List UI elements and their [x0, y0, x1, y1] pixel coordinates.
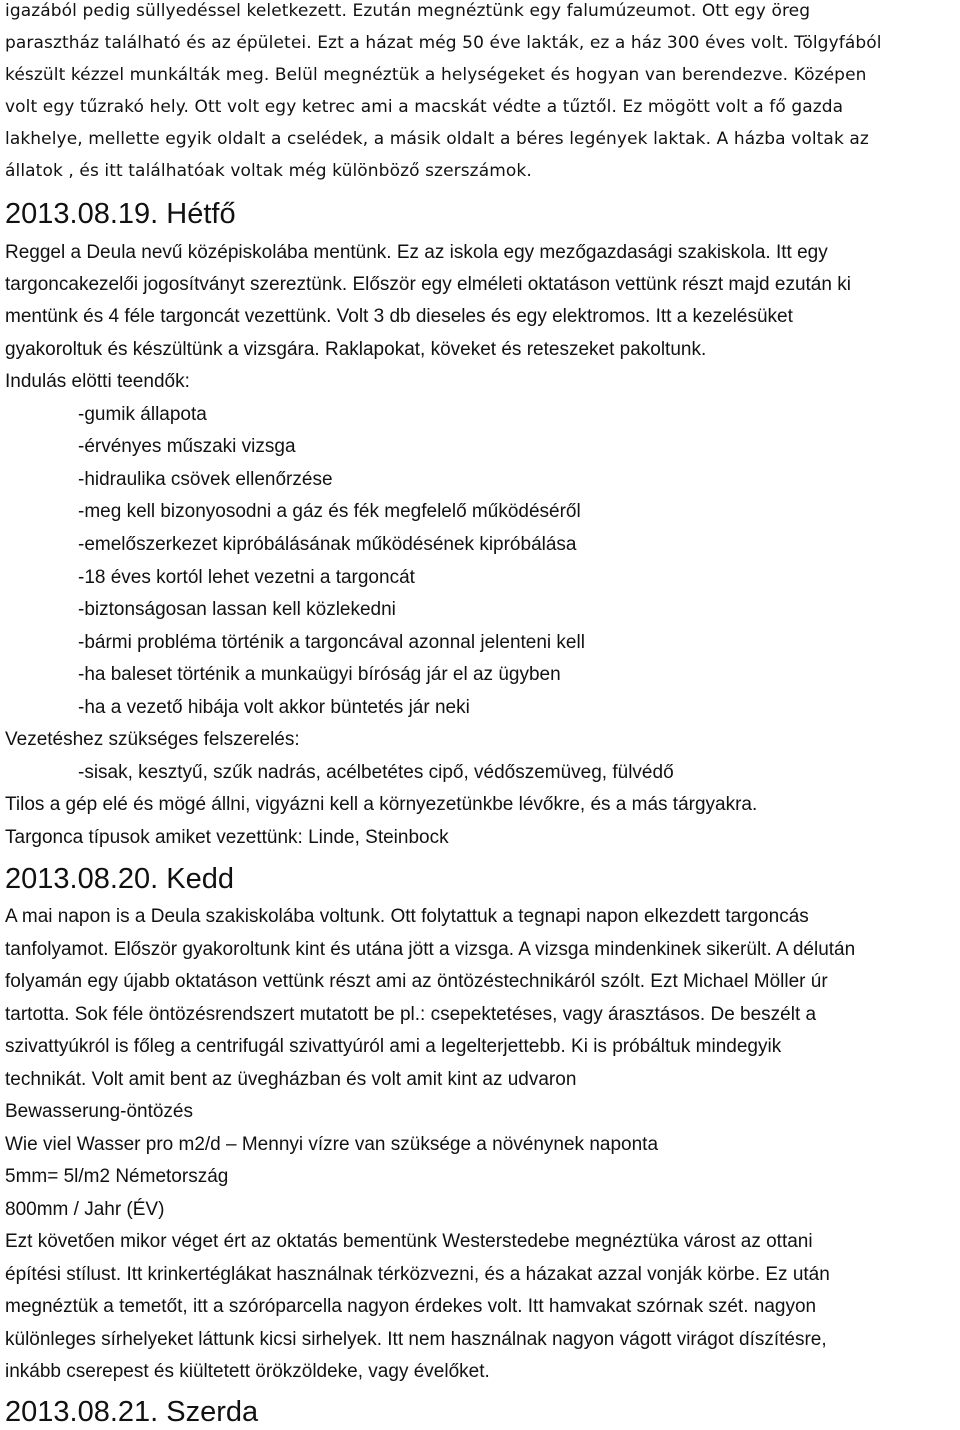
list-item: -ha a vezető hibája volt akkor büntetés jár neki: [78, 697, 470, 718]
list-item: -ha baleset történik a munkaügyi bíróság jár el az ügyben: [78, 664, 561, 685]
paragraph-line: megnéztük a temetőt, itt a szóróparcella nagyon érdekes volt. Itt hamvakat szórnak szét. nagyon: [5, 1296, 817, 1317]
section-label: Vezetéshez szükséges felszerelés:: [5, 729, 300, 750]
day-heading: 2013.08.19. Hétfő: [5, 198, 236, 230]
paragraph-line: 800mm / Jahr (ÉV): [5, 1199, 165, 1220]
intro-line: volt egy tűzrakó hely. Ott volt egy ketrec ami a macskát védte a tűztől. Ez mögött volt a fő gazda: [5, 97, 844, 117]
paragraph-line: inkább cserepest és kiültetett örökzöldeke, vagy évelőket.: [5, 1361, 490, 1382]
list-item: -emelőszerkezet kipróbálásának működésének kipróbálása: [78, 534, 577, 555]
list-item: -gumik állapota: [78, 404, 207, 425]
paragraph-line: különleges sírhelyeket láttunk kicsi sirhelyek. Itt nem használnak nagyon vágott virágot díszítésre,: [5, 1329, 827, 1350]
paragraph-line: szivattyúkról is főleg a centrifugál szivattyúról ami a legelterjettebb. Ki is próbáltuk mindegyik: [5, 1036, 782, 1057]
paragraph-line: Targonca típusok amiket vezettünk: Linde, Steinbock: [5, 827, 449, 848]
list-item: -hidraulika csövek ellenőrzése: [78, 469, 333, 490]
paragraph-line: A mai napon is a Deula szakiskolába voltunk. Ott folytattuk a tegnapi napon elkezdett targoncás: [5, 906, 809, 927]
paragraph-line: mentünk és 4 féle targoncát vezettünk. Volt 3 db dieseles és egy elektromos. Itt a kezelésüket: [5, 306, 793, 327]
intro-line: parasztház található és az épületei. Ezt a házat még 50 éve lakták, ez a ház 300 éves volt. Tölgyfából: [5, 33, 882, 53]
intro-line: készült kézzel munkálták meg. Belül megnéztük a helységeket és hogyan van berendezve. Középen: [5, 65, 867, 85]
paragraph-line: folyamán egy újabb oktatáson vettünk részt ami az öntözéstechnikáról szólt. Ezt Michael Möller úr: [5, 971, 828, 992]
list-item: -18 éves kortól lehet vezetni a targoncát: [78, 567, 415, 588]
list-item: -biztonságosan lassan kell közlekedni: [78, 599, 396, 620]
paragraph-line: Wie viel Wasser pro m2/d – Mennyi vízre van szüksége a növénynek naponta: [5, 1134, 659, 1155]
intro-line: igazából pedig süllyedéssel keletkezett. Ezután megnéztünk egy falumúzeumot. Ott egy öreg: [5, 1, 811, 21]
section-label: Indulás elötti teendők:: [5, 371, 190, 392]
list-item: -bármi probléma történik a targoncával azonnal jelenteni kell: [78, 632, 585, 653]
paragraph-line: tartotta. Sok féle öntözésrendszert mutatott be pl.: csepektetéses, vagy árasztásos. De beszélt a: [5, 1004, 817, 1025]
paragraph-line: technikát. Volt amit bent az üvegházban és volt amit kint az udvaron: [5, 1069, 577, 1090]
intro-line: lakhelye, mellette egyik oldalt a cselédek, a másik oldalt a béres legények laktak. A házba voltak az: [5, 129, 869, 149]
day-heading: 2013.08.20. Kedd: [5, 863, 234, 895]
paragraph-line: Tilos a gép elé és mögé állni, vigyázni kell a környezetünkbe lévőkre, és a más tárgyakra.: [5, 794, 758, 815]
list-item: -érvényes műszaki vizsga: [78, 436, 296, 457]
paragraph-line: Ezt követően mikor véget ért az oktatás bementünk Westerstedebe megnéztüka várost az ottani: [5, 1231, 813, 1252]
paragraph-line: targoncakezelői jogosítványt szereztünk. Először egy elméleti oktatáson vettünk részt majd ezután ki: [5, 274, 851, 295]
paragraph-line: Reggel a Deula nevű középiskolába mentünk. Ez az iskola egy mezőgazdasági szakiskola. Itt egy: [5, 242, 828, 263]
paragraph-line: Bewasserung-öntözés: [5, 1101, 193, 1122]
day-heading: 2013.08.21. Szerda: [5, 1396, 259, 1428]
list-item: -meg kell bizonyosodni a gáz és fék megfelelő működéséről: [78, 501, 581, 522]
paragraph-line: tanfolyamot. Először gyakoroltunk kint és utána jött a vizsga. A vizsga mindenkinek sikerült. A délután: [5, 939, 856, 960]
paragraph-line: gyakoroltuk és készültünk a vizsgára. Raklapokat, köveket és reteszeket pakoltunk.: [5, 339, 707, 360]
intro-line: állatok , és itt találhatóak voltak még különböző szerszámok.: [5, 161, 532, 181]
paragraph-line: 5mm= 5l/m2 Németország: [5, 1166, 229, 1187]
list-item: -sisak, kesztyű, szűk nadrás, acélbetétes cipő, védőszemüveg, fülvédő: [78, 762, 674, 783]
paragraph-line: építési stílust. Itt krinkertéglákat használnak térközvezni, és a házakat azzal vonják körbe. Ez után: [5, 1264, 830, 1285]
